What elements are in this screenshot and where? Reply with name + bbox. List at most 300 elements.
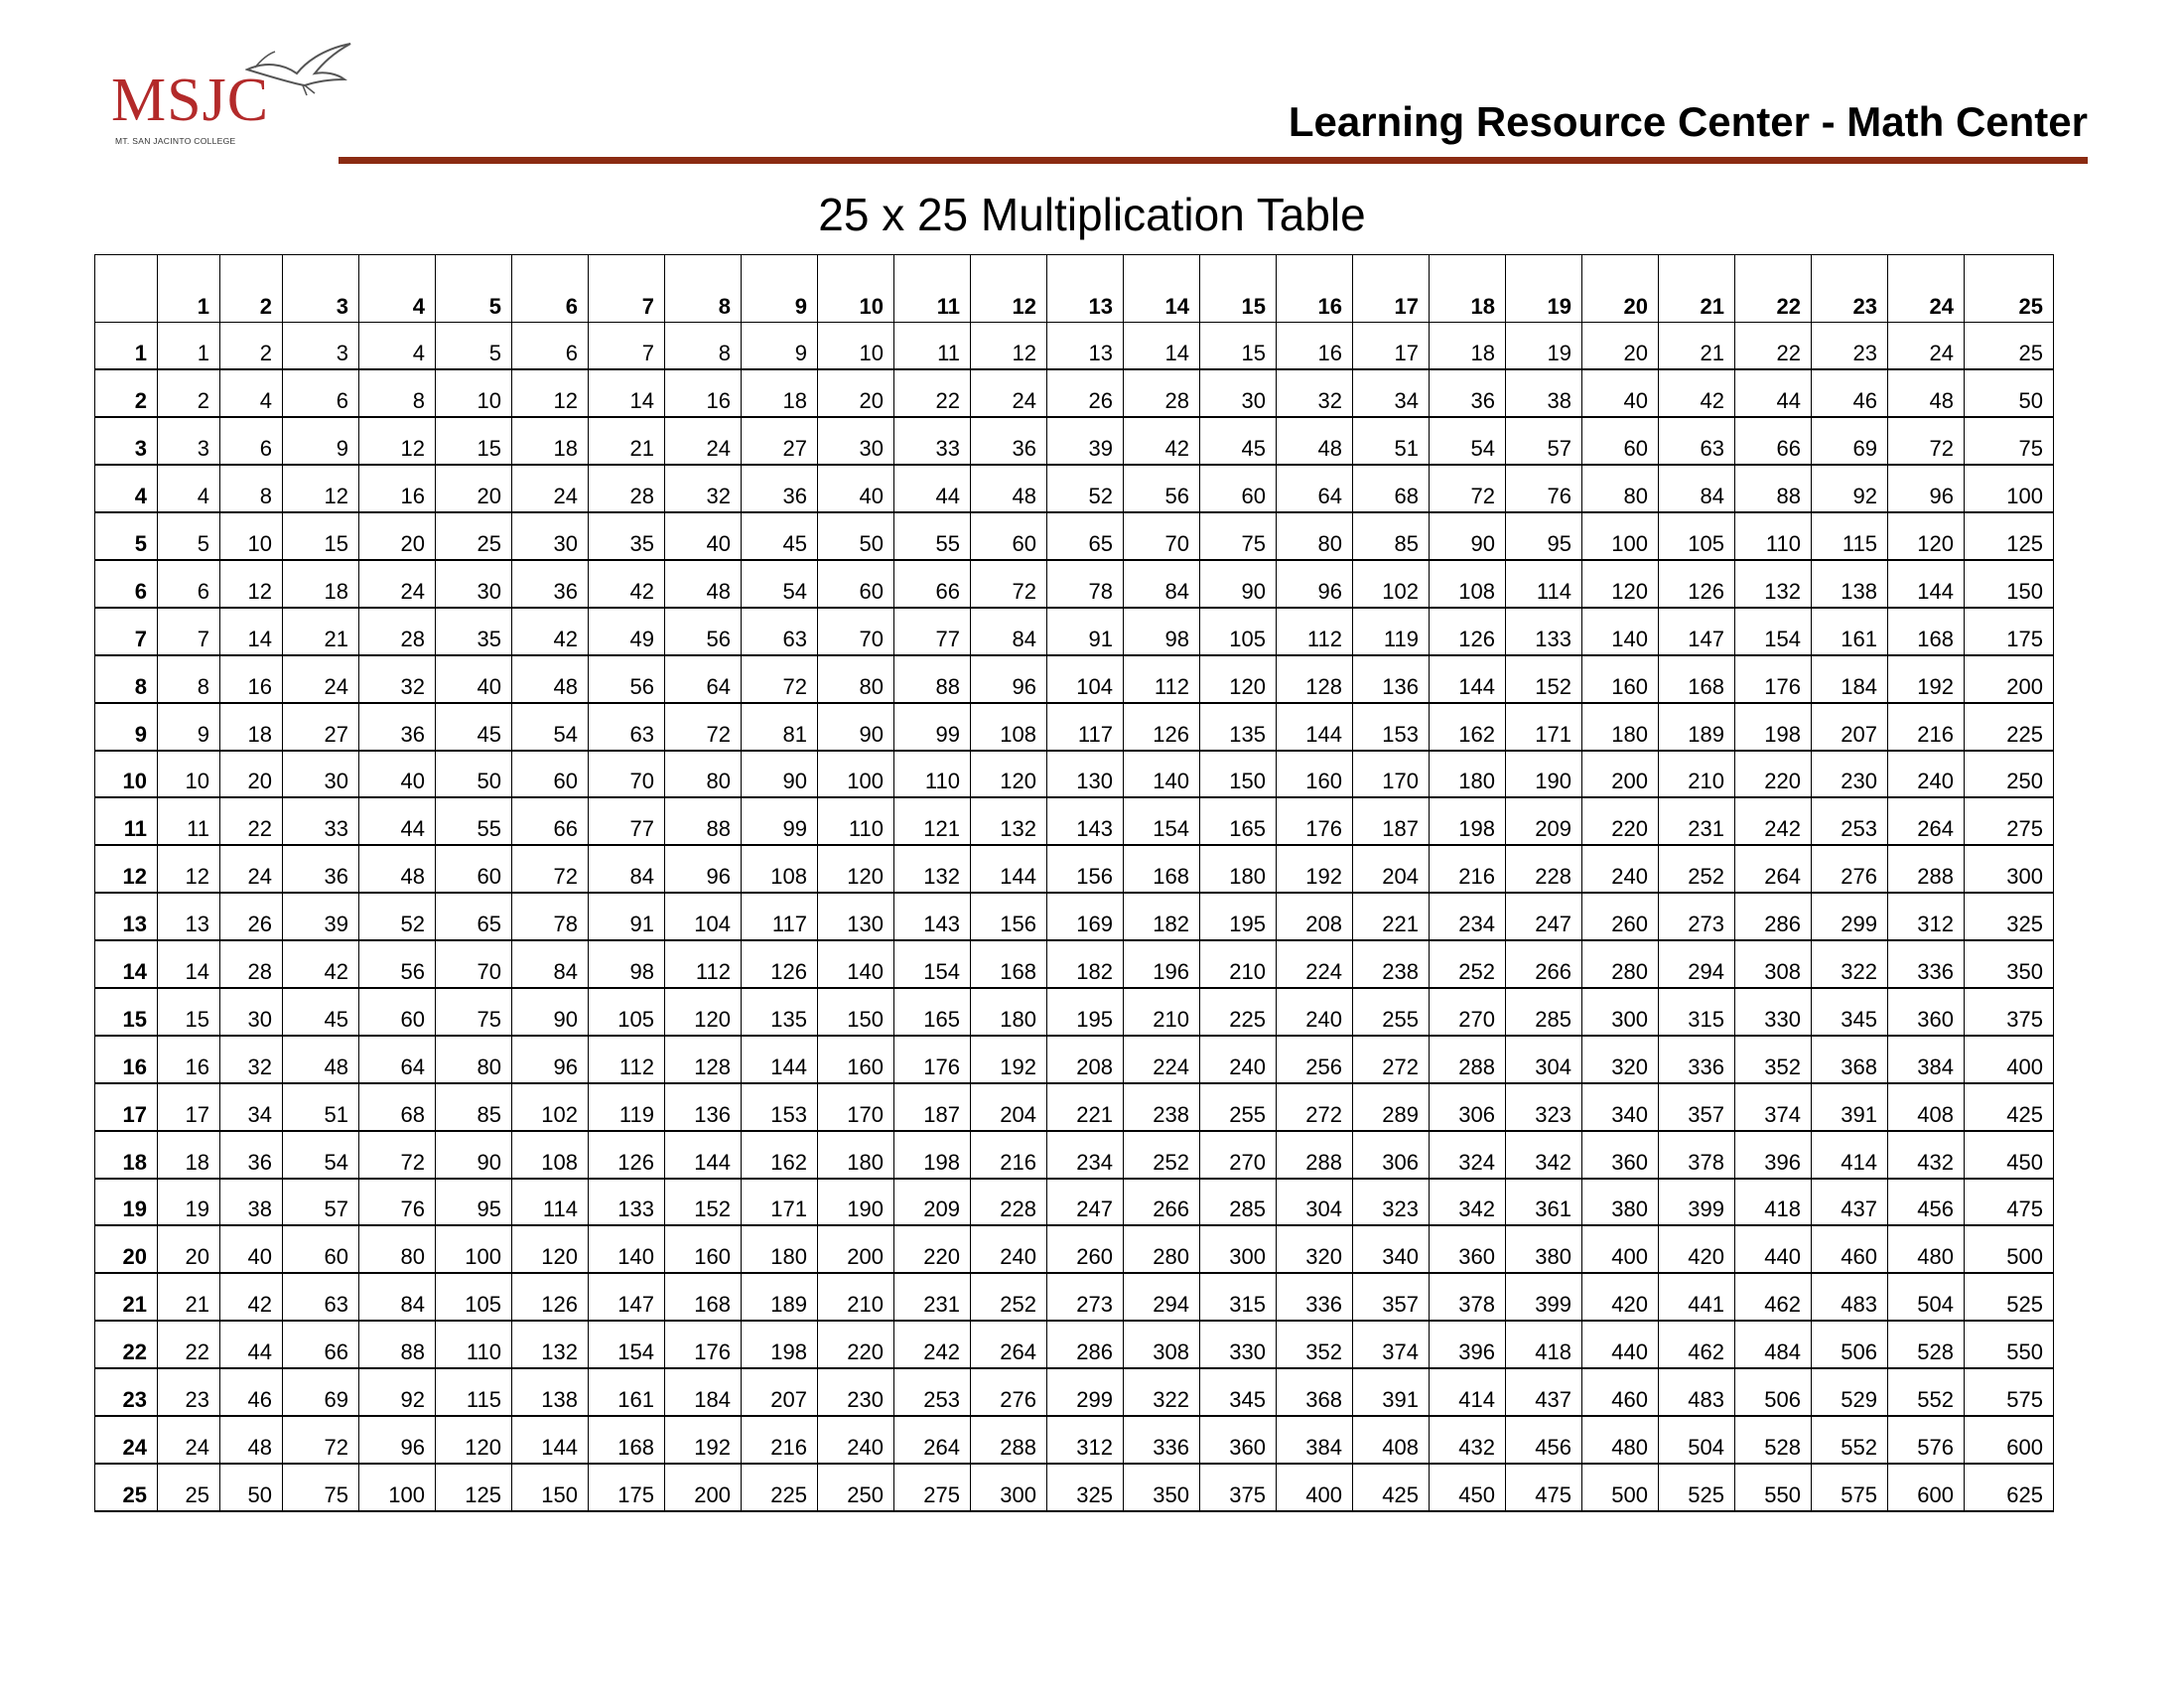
table-cell: 64 xyxy=(359,1036,436,1083)
table-cell: 169 xyxy=(1047,893,1124,940)
table-cell: 120 xyxy=(1888,512,1965,560)
table-cell: 323 xyxy=(1353,1179,1430,1226)
table-cell: 352 xyxy=(1277,1321,1353,1368)
table-cell: 76 xyxy=(359,1179,436,1226)
table-cell: 72 xyxy=(971,560,1047,608)
table-row xyxy=(95,1036,2054,1083)
table-cell: 456 xyxy=(1506,1416,1582,1464)
table-cell: 60 xyxy=(818,560,894,608)
table-cell: 12 xyxy=(512,369,589,417)
table-row xyxy=(95,369,2054,417)
table-cell: 234 xyxy=(1047,1131,1124,1179)
table-cell: 189 xyxy=(742,1273,818,1321)
table-cell: 253 xyxy=(1812,797,1888,845)
table-row xyxy=(95,1273,2054,1321)
table-cell: 400 xyxy=(1965,1036,2054,1083)
table-cell: 1 xyxy=(158,323,220,370)
table-cell: 46 xyxy=(220,1368,283,1416)
table-cell: 45 xyxy=(742,512,818,560)
table-cell: 200 xyxy=(1582,751,1659,798)
logo-subtitle: MT. SAN JACINTO COLLEGE xyxy=(115,136,236,146)
table-cell: 418 xyxy=(1506,1321,1582,1368)
table-cell: 184 xyxy=(1812,655,1888,703)
table-cell: 550 xyxy=(1965,1321,2054,1368)
table-cell: 180 xyxy=(1200,845,1277,893)
table-cell: 330 xyxy=(1735,988,1812,1036)
table-cell: 90 xyxy=(818,703,894,751)
row-header: 22 xyxy=(95,1321,158,1368)
table-cell: 161 xyxy=(589,1368,665,1416)
table-cell: 11 xyxy=(158,797,220,845)
table-cell: 75 xyxy=(1200,512,1277,560)
table-cell: 360 xyxy=(1582,1131,1659,1179)
table-cell: 14 xyxy=(220,608,283,655)
table-cell: 247 xyxy=(1047,1179,1124,1226)
table-cell: 51 xyxy=(1353,417,1430,465)
table-cell: 437 xyxy=(1812,1179,1888,1226)
table-cell: 24 xyxy=(512,465,589,512)
table-cell: 117 xyxy=(742,893,818,940)
table-cell: 25 xyxy=(1965,323,2054,370)
table-cell: 207 xyxy=(742,1368,818,1416)
table-cell: 120 xyxy=(512,1225,589,1273)
table-cell: 216 xyxy=(742,1416,818,1464)
table-cell: 54 xyxy=(283,1131,359,1179)
row-header: 8 xyxy=(95,655,158,703)
table-cell: 6 xyxy=(220,417,283,465)
table-cell: 140 xyxy=(1582,608,1659,655)
table-cell: 48 xyxy=(665,560,742,608)
table-cell: 112 xyxy=(665,940,742,988)
table-cell: 345 xyxy=(1200,1368,1277,1416)
table-cell: 504 xyxy=(1888,1273,1965,1321)
table-cell: 368 xyxy=(1277,1368,1353,1416)
table-cell: 528 xyxy=(1888,1321,1965,1368)
table-cell: 63 xyxy=(589,703,665,751)
table-cell: 33 xyxy=(894,417,971,465)
table-cell: 10 xyxy=(158,751,220,798)
table-cell: 308 xyxy=(1124,1321,1200,1368)
table-cell: 24 xyxy=(158,1416,220,1464)
table-cell: 26 xyxy=(1047,369,1124,417)
row-header: 7 xyxy=(95,608,158,655)
table-cell: 144 xyxy=(1888,560,1965,608)
table-cell: 4 xyxy=(359,323,436,370)
table-cell: 22 xyxy=(220,797,283,845)
table-cell: 60 xyxy=(1582,417,1659,465)
table-cell: 48 xyxy=(971,465,1047,512)
table-cell: 462 xyxy=(1659,1321,1735,1368)
table-cell: 192 xyxy=(665,1416,742,1464)
table-cell: 378 xyxy=(1659,1131,1735,1179)
table-cell: 28 xyxy=(359,608,436,655)
table-cell: 162 xyxy=(1430,703,1506,751)
table-cell: 85 xyxy=(1353,512,1430,560)
column-header: 8 xyxy=(665,255,742,323)
row-header: 24 xyxy=(95,1416,158,1464)
table-cell: 400 xyxy=(1277,1464,1353,1511)
table-cell: 273 xyxy=(1659,893,1735,940)
table-cell: 225 xyxy=(742,1464,818,1511)
table-cell: 156 xyxy=(971,893,1047,940)
table-cell: 90 xyxy=(742,751,818,798)
table-cell: 100 xyxy=(1965,465,2054,512)
table-cell: 72 xyxy=(512,845,589,893)
table-cell: 40 xyxy=(436,655,512,703)
column-header: 14 xyxy=(1124,255,1200,323)
table-cell: 70 xyxy=(1124,512,1200,560)
table-cell: 48 xyxy=(359,845,436,893)
table-cell: 182 xyxy=(1047,940,1124,988)
table-cell: 16 xyxy=(158,1036,220,1083)
table-row xyxy=(95,1179,2054,1226)
table-cell: 6 xyxy=(283,369,359,417)
table-cell: 66 xyxy=(1735,417,1812,465)
table-cell: 220 xyxy=(818,1321,894,1368)
table-cell: 115 xyxy=(1812,512,1888,560)
table-cell: 192 xyxy=(1888,655,1965,703)
table-row xyxy=(95,1321,2054,1368)
table-cell: 104 xyxy=(1047,655,1124,703)
table-cell: 198 xyxy=(742,1321,818,1368)
table-cell: 208 xyxy=(1277,893,1353,940)
table-cell: 81 xyxy=(742,703,818,751)
table-cell: 483 xyxy=(1659,1368,1735,1416)
table-cell: 210 xyxy=(1659,751,1735,798)
table-cell: 22 xyxy=(158,1321,220,1368)
table-cell: 252 xyxy=(1124,1131,1200,1179)
table-cell: 324 xyxy=(1430,1131,1506,1179)
table-cell: 108 xyxy=(1430,560,1506,608)
table-cell: 360 xyxy=(1430,1225,1506,1273)
table-cell: 133 xyxy=(1506,608,1582,655)
table-cell: 42 xyxy=(1659,369,1735,417)
table-cell: 96 xyxy=(512,1036,589,1083)
table-cell: 119 xyxy=(1353,608,1430,655)
table-cell: 425 xyxy=(1965,1083,2054,1131)
table-cell: 209 xyxy=(894,1179,971,1226)
table-cell: 56 xyxy=(1124,465,1200,512)
table-cell: 11 xyxy=(894,323,971,370)
table-cell: 60 xyxy=(512,751,589,798)
table-cell: 480 xyxy=(1888,1225,1965,1273)
table-cell: 117 xyxy=(1047,703,1124,751)
table-cell: 160 xyxy=(818,1036,894,1083)
table-cell: 220 xyxy=(894,1225,971,1273)
column-header: 11 xyxy=(894,255,971,323)
table-cell: 418 xyxy=(1735,1179,1812,1226)
table-cell: 187 xyxy=(894,1083,971,1131)
row-header: 1 xyxy=(95,323,158,370)
table-cell: 375 xyxy=(1200,1464,1277,1511)
table-cell: 276 xyxy=(1812,845,1888,893)
table-cell: 440 xyxy=(1735,1225,1812,1273)
table-cell: 72 xyxy=(359,1131,436,1179)
logo-wordmark: MSJC xyxy=(111,67,270,134)
table-cell: 504 xyxy=(1659,1416,1735,1464)
table-cell: 98 xyxy=(589,940,665,988)
table-cell: 216 xyxy=(1888,703,1965,751)
table-cell: 210 xyxy=(1124,988,1200,1036)
table-cell: 36 xyxy=(1430,369,1506,417)
table-cell: 112 xyxy=(1277,608,1353,655)
table-cell: 90 xyxy=(512,988,589,1036)
row-header: 23 xyxy=(95,1368,158,1416)
table-row xyxy=(95,893,2054,940)
table-cell: 75 xyxy=(436,988,512,1036)
table-cell: 168 xyxy=(665,1273,742,1321)
row-header: 3 xyxy=(95,417,158,465)
table-cell: 320 xyxy=(1277,1225,1353,1273)
table-cell: 105 xyxy=(1200,608,1277,655)
table-cell: 231 xyxy=(1659,797,1735,845)
table-cell: 9 xyxy=(283,417,359,465)
table-cell: 132 xyxy=(971,797,1047,845)
table-cell: 96 xyxy=(971,655,1047,703)
table-cell: 75 xyxy=(1965,417,2054,465)
table-cell: 96 xyxy=(359,1416,436,1464)
table-cell: 48 xyxy=(1888,369,1965,417)
table-cell: 80 xyxy=(1277,512,1353,560)
table-row xyxy=(95,751,2054,798)
table-cell: 275 xyxy=(894,1464,971,1511)
table-cell: 115 xyxy=(436,1368,512,1416)
table-cell: 252 xyxy=(971,1273,1047,1321)
table-cell: 156 xyxy=(1047,845,1124,893)
table-cell: 357 xyxy=(1353,1273,1430,1321)
table-cell: 160 xyxy=(665,1225,742,1273)
table-cell: 576 xyxy=(1888,1416,1965,1464)
table-cell: 5 xyxy=(436,323,512,370)
table-cell: 350 xyxy=(1124,1464,1200,1511)
table-cell: 234 xyxy=(1430,893,1506,940)
table-cell: 325 xyxy=(1047,1464,1124,1511)
table-cell: 84 xyxy=(512,940,589,988)
table-cell: 528 xyxy=(1735,1416,1812,1464)
table-cell: 252 xyxy=(1430,940,1506,988)
table-cell: 78 xyxy=(1047,560,1124,608)
table-cell: 255 xyxy=(1353,988,1430,1036)
table-row xyxy=(95,1464,2054,1511)
table-cell: 315 xyxy=(1659,988,1735,1036)
column-header: 13 xyxy=(1047,255,1124,323)
table-cell: 147 xyxy=(1659,608,1735,655)
table-cell: 440 xyxy=(1582,1321,1659,1368)
table-cell: 96 xyxy=(1277,560,1353,608)
table-row xyxy=(95,560,2054,608)
column-header: 3 xyxy=(283,255,359,323)
table-cell: 72 xyxy=(1888,417,1965,465)
table-cell: 400 xyxy=(1582,1225,1659,1273)
table-cell: 120 xyxy=(665,988,742,1036)
table-cell: 230 xyxy=(1812,751,1888,798)
table-cell: 30 xyxy=(436,560,512,608)
table-cell: 54 xyxy=(742,560,818,608)
table-cell: 42 xyxy=(512,608,589,655)
table-cell: 12 xyxy=(971,323,1047,370)
table-cell: 50 xyxy=(220,1464,283,1511)
table-cell: 168 xyxy=(1659,655,1735,703)
table-cell: 368 xyxy=(1812,1036,1888,1083)
table-cell: 48 xyxy=(1277,417,1353,465)
table-cell: 52 xyxy=(1047,465,1124,512)
table-cell: 21 xyxy=(1659,323,1735,370)
table-cell: 357 xyxy=(1659,1083,1735,1131)
table-cell: 264 xyxy=(1888,797,1965,845)
table-cell: 80 xyxy=(665,751,742,798)
table-cell: 7 xyxy=(158,608,220,655)
table-cell: 60 xyxy=(1200,465,1277,512)
table-cell: 231 xyxy=(894,1273,971,1321)
msjc-logo xyxy=(111,40,349,149)
table-row xyxy=(95,1368,2054,1416)
table-cell: 171 xyxy=(1506,703,1582,751)
table-cell: 80 xyxy=(359,1225,436,1273)
row-header: 13 xyxy=(95,893,158,940)
table-cell: 312 xyxy=(1047,1416,1124,1464)
column-header: 23 xyxy=(1812,255,1888,323)
table-cell: 441 xyxy=(1659,1273,1735,1321)
table-cell: 391 xyxy=(1812,1083,1888,1131)
table-cell: 24 xyxy=(971,369,1047,417)
table-cell: 28 xyxy=(1124,369,1200,417)
table-row xyxy=(95,703,2054,751)
table-cell: 500 xyxy=(1582,1464,1659,1511)
table-cell: 40 xyxy=(359,751,436,798)
table-cell: 209 xyxy=(1506,797,1582,845)
table-cell: 23 xyxy=(158,1368,220,1416)
table-cell: 154 xyxy=(1735,608,1812,655)
table-cell: 138 xyxy=(512,1368,589,1416)
table-cell: 42 xyxy=(283,940,359,988)
table-cell: 17 xyxy=(1353,323,1430,370)
table-cell: 21 xyxy=(283,608,359,655)
table-cell: 120 xyxy=(436,1416,512,1464)
table-cell: 108 xyxy=(512,1131,589,1179)
table-cell: 228 xyxy=(1506,845,1582,893)
table-cell: 20 xyxy=(818,369,894,417)
table-cell: 270 xyxy=(1430,988,1506,1036)
table-cell: 114 xyxy=(512,1179,589,1226)
table-cell: 143 xyxy=(1047,797,1124,845)
table-cell: 16 xyxy=(665,369,742,417)
table-cell: 144 xyxy=(971,845,1047,893)
table-cell: 105 xyxy=(589,988,665,1036)
table-cell: 9 xyxy=(158,703,220,751)
table-cell: 20 xyxy=(158,1225,220,1273)
table-cell: 28 xyxy=(589,465,665,512)
table-cell: 500 xyxy=(1965,1225,2054,1273)
table-cell: 192 xyxy=(1277,845,1353,893)
table-cell: 32 xyxy=(1277,369,1353,417)
table-cell: 182 xyxy=(1124,893,1200,940)
table-cell: 114 xyxy=(1506,560,1582,608)
table-cell: 575 xyxy=(1812,1464,1888,1511)
table-cell: 91 xyxy=(1047,608,1124,655)
table-cell: 56 xyxy=(665,608,742,655)
table-cell: 264 xyxy=(971,1321,1047,1368)
table-cell: 80 xyxy=(436,1036,512,1083)
table-cell: 39 xyxy=(283,893,359,940)
table-cell: 24 xyxy=(1888,323,1965,370)
table-cell: 380 xyxy=(1582,1179,1659,1226)
table-cell: 552 xyxy=(1812,1416,1888,1464)
table-cell: 51 xyxy=(283,1083,359,1131)
table-cell: 6 xyxy=(158,560,220,608)
table-cell: 44 xyxy=(1735,369,1812,417)
table-cell: 20 xyxy=(1582,323,1659,370)
table-cell: 6 xyxy=(512,323,589,370)
table-cell: 342 xyxy=(1506,1131,1582,1179)
table-cell: 63 xyxy=(283,1273,359,1321)
table-cell: 78 xyxy=(512,893,589,940)
table-cell: 102 xyxy=(1353,560,1430,608)
table-cell: 66 xyxy=(894,560,971,608)
table-cell: 195 xyxy=(1200,893,1277,940)
table-cell: 44 xyxy=(359,797,436,845)
table-cell: 60 xyxy=(359,988,436,1036)
table-cell: 200 xyxy=(1965,655,2054,703)
table-cell: 154 xyxy=(589,1321,665,1368)
table-cell: 550 xyxy=(1735,1464,1812,1511)
table-cell: 32 xyxy=(359,655,436,703)
column-header: 21 xyxy=(1659,255,1735,323)
table-cell: 350 xyxy=(1965,940,2054,988)
table-cell: 273 xyxy=(1047,1273,1124,1321)
table-cell: 110 xyxy=(894,751,971,798)
table-cell: 30 xyxy=(512,512,589,560)
table-cell: 20 xyxy=(359,512,436,560)
table-row xyxy=(95,988,2054,1036)
table-cell: 15 xyxy=(436,417,512,465)
table-cell: 322 xyxy=(1124,1368,1200,1416)
table-cell: 275 xyxy=(1965,797,2054,845)
table-cell: 420 xyxy=(1582,1273,1659,1321)
table-cell: 147 xyxy=(589,1273,665,1321)
table-cell: 4 xyxy=(158,465,220,512)
table-cell: 175 xyxy=(1965,608,2054,655)
table-cell: 60 xyxy=(283,1225,359,1273)
table-cell: 247 xyxy=(1506,893,1582,940)
table-cell: 345 xyxy=(1812,988,1888,1036)
table-cell: 300 xyxy=(1582,988,1659,1036)
column-header: 24 xyxy=(1888,255,1965,323)
table-cell: 136 xyxy=(665,1083,742,1131)
table-cell: 57 xyxy=(1506,417,1582,465)
table-cell: 112 xyxy=(1124,655,1200,703)
table-cell: 143 xyxy=(894,893,971,940)
table-cell: 152 xyxy=(1506,655,1582,703)
column-header: 18 xyxy=(1430,255,1506,323)
table-cell: 180 xyxy=(818,1131,894,1179)
table-cell: 128 xyxy=(665,1036,742,1083)
table-cell: 384 xyxy=(1888,1036,1965,1083)
table-cell: 21 xyxy=(158,1273,220,1321)
table-cell: 76 xyxy=(1506,465,1582,512)
column-header: 4 xyxy=(359,255,436,323)
table-cell: 224 xyxy=(1124,1036,1200,1083)
table-cell: 48 xyxy=(283,1036,359,1083)
table-cell: 22 xyxy=(894,369,971,417)
table-cell: 280 xyxy=(1124,1225,1200,1273)
table-cell: 170 xyxy=(818,1083,894,1131)
table-cell: 126 xyxy=(1124,703,1200,751)
table-cell: 88 xyxy=(359,1321,436,1368)
table-cell: 414 xyxy=(1812,1131,1888,1179)
table-row xyxy=(95,655,2054,703)
row-header: 6 xyxy=(95,560,158,608)
table-cell: 12 xyxy=(220,560,283,608)
